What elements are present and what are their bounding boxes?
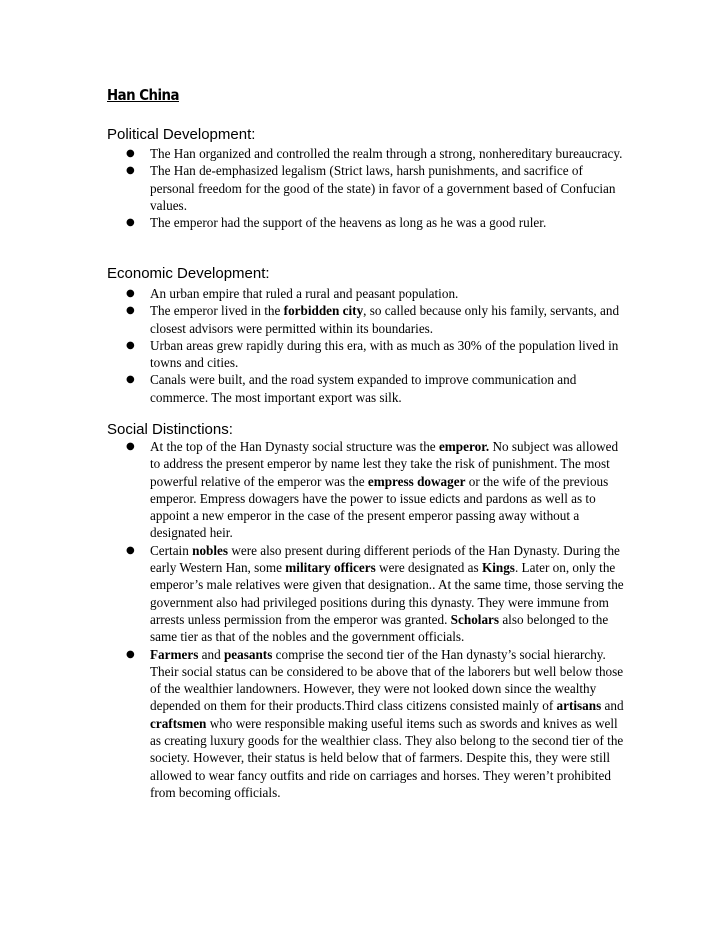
- page-title: Han China: [107, 86, 179, 104]
- bullet-icon: ●: [126, 544, 135, 556]
- bullet-icon: ●: [126, 374, 135, 386]
- item-text: The emperor had the support of the heavens as long as he was a good ruler.: [150, 215, 547, 231]
- bullet-icon: ●: [126, 441, 135, 452]
- item-text: The Han organized and controlled the realm through a strong, nonhereditary bureaucracy.: [150, 146, 623, 161]
- item-text: and: [601, 698, 624, 714]
- item-text: comprise the second tier of the Han dynasty’s social hierarchy. Their social status can be considered to be above that of the laborers but well below those of the wealthier landowners. However, they were not looked down since the wealthy depended on them for their products.Third class citizens consisted mainly of: [150, 646, 624, 714]
- bullet-list-economic: [0, 285, 630, 406]
- list-item: [0, 542, 630, 646]
- item-text: were designated as: [375, 560, 482, 576]
- section-heading-economic: Economic Development:: [107, 265, 270, 282]
- list-item: [0, 162, 630, 214]
- bold-term: Kings: [481, 560, 515, 576]
- bold-term: Farmers: [150, 646, 199, 662]
- bullet-list-social: [0, 438, 630, 801]
- bold-term: peasants: [223, 646, 273, 662]
- bullet-icon: ●: [126, 339, 135, 351]
- item-text: also belonged to the same tier as that of the nobles and the government officials.: [150, 611, 609, 645]
- list-item: [0, 438, 630, 542]
- bold-term: emperor.: [438, 439, 490, 454]
- list-item: [0, 337, 630, 372]
- item-text: The emperor lived in the: [150, 303, 284, 319]
- bold-term: craftsmen: [150, 715, 207, 731]
- bullet-icon: ●: [126, 148, 135, 159]
- section-heading-political: Political Development:: [107, 126, 256, 143]
- item-text: At the top of the Han Dynasty social structure was the: [150, 439, 439, 454]
- item-text: who were responsible making useful items such as swords and knives as well as creating luxury goods for the wealthier class. They also belong to the second tier of the society. However, their status is held below that of farmers. Despite this, they were still allowed to wear fancy outfits and ride on carriages and horses. They weren’t prohibited from becoming officials.: [150, 715, 624, 800]
- bullet-icon: ●: [126, 305, 135, 317]
- list-item: [0, 214, 630, 231]
- item-text: The Han de-emphasized legalism (Strict laws, harsh punishments, and sacrifice of personal freedom for the good of the state) in favor of a government based of Confucian values.: [150, 163, 616, 213]
- list-item: [0, 646, 630, 802]
- item-text: and: [198, 646, 224, 662]
- item-text: were also present during different periods of the Han Dynasty. During the early Western Han, some: [150, 542, 620, 576]
- item-text: Canals were built, and the road system expanded to improve communication and commerce. The most important export was silk.: [150, 372, 577, 405]
- bullet-icon: ●: [126, 648, 135, 660]
- bold-term: Scholars: [450, 611, 500, 627]
- item-text: or the wife of the previous emperor. Empress dowagers have the power to issue edicts and pardons as well as to appoint a new emperor in the case of the present emperor passing away without a designated heir.: [150, 473, 609, 541]
- bold-term: nobles: [192, 542, 229, 558]
- bold-term: artisans: [556, 698, 602, 714]
- item-text: Certain: [150, 542, 193, 558]
- list-item: [0, 285, 630, 302]
- bullet-list-political: [0, 145, 630, 231]
- item-text: An urban empire that ruled a rural and peasant population.: [150, 286, 459, 301]
- list-item: [0, 371, 630, 406]
- section-heading-social: Social Distinctions:: [107, 421, 233, 438]
- bold-term: empress dowager: [367, 473, 466, 489]
- item-text: No subject was allowed to address the present emperor by name lest they take the risk of punishment. The most powerful relative of the emperor was the: [150, 439, 619, 489]
- bullet-icon: ●: [126, 288, 135, 299]
- item-text: . Later on, only the emperor’s male relatives were given that designation.. At the same time, those serving the government also had privileged positions during this dynasty. They were immune from arrests unless permission from the emperor was granted.: [150, 560, 624, 627]
- item-text: , so called because only his family, servants, and closest advisors were permitted within its boundaries.: [150, 303, 620, 336]
- bullet-icon: ●: [126, 165, 135, 177]
- bullet-icon: ●: [126, 217, 135, 229]
- bold-term: military officers: [285, 560, 376, 576]
- bold-term: forbidden city: [283, 303, 364, 319]
- list-item: [0, 302, 630, 337]
- list-item: [0, 145, 630, 162]
- item-text: Urban areas grew rapidly during this era, with as much as 30% of the population lived in towns and cities.: [150, 337, 619, 371]
